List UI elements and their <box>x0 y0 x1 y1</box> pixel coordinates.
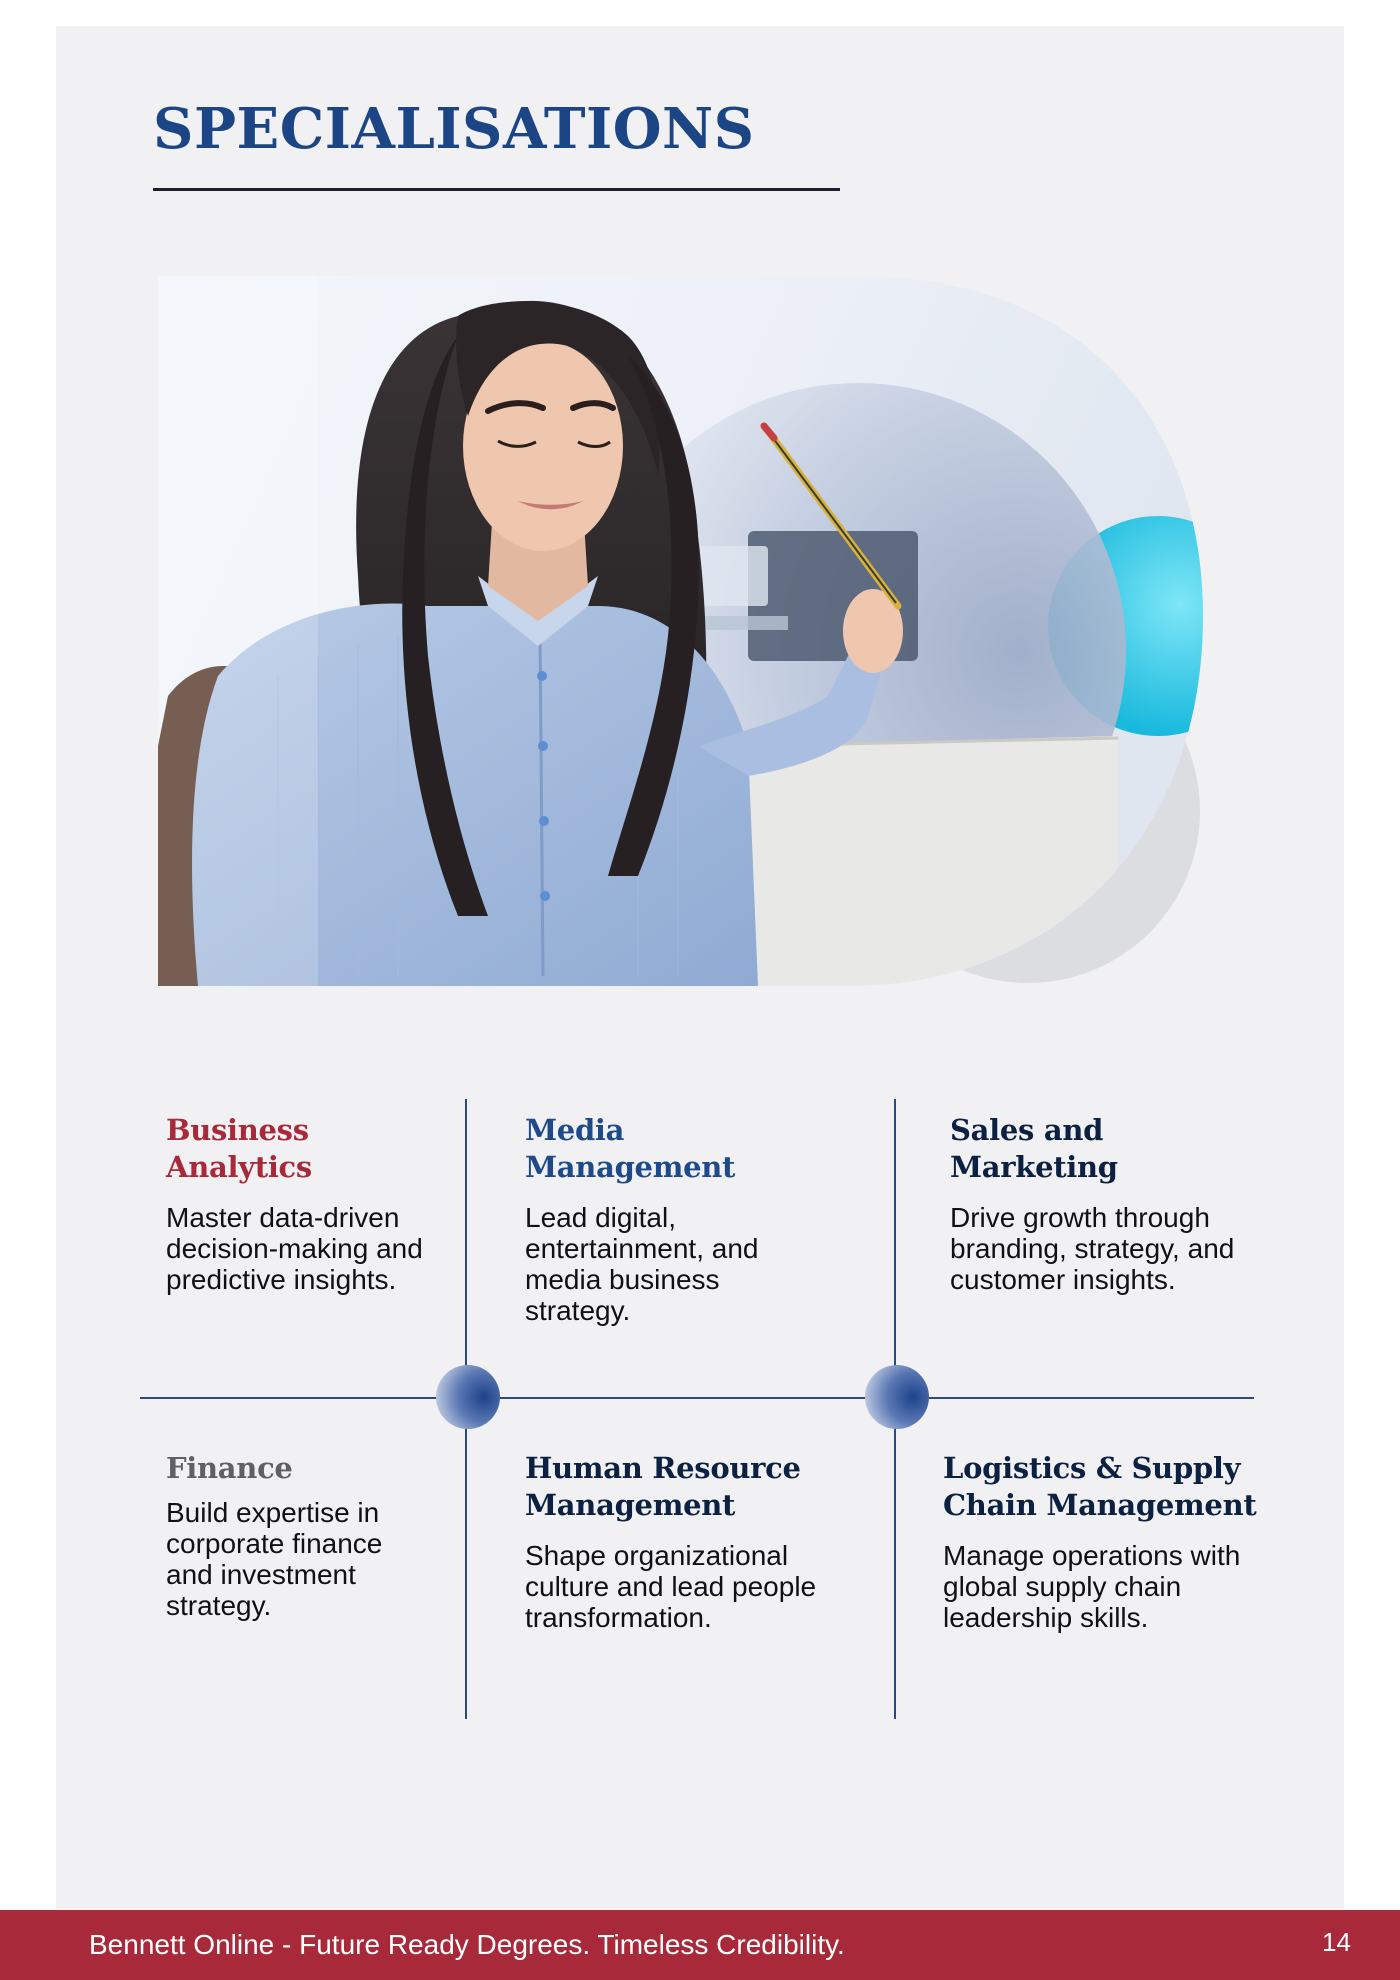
title-underline <box>153 188 840 191</box>
specialisation-title: Media Management <box>525 1113 736 1184</box>
specialisation-sales-marketing <box>950 1112 1240 1295</box>
specialisation-finance <box>166 1450 396 1621</box>
specialisation-title: Human Resource Management <box>525 1451 801 1522</box>
page-number: 14 <box>1322 1927 1351 1957</box>
specialisation-title: Sales and Marketing <box>950 1113 1118 1184</box>
specialisation-description: Lead digital, entertainment, and media business strategy. <box>525 1202 759 1326</box>
specialisation-business-analytics <box>166 1112 436 1295</box>
specialisation-description: Build expertise in corporate finance and investment strategy. <box>166 1497 383 1621</box>
specialisation-description: Drive growth through branding, strategy, and customer insights. <box>950 1202 1235 1295</box>
divider-node-2 <box>865 1365 929 1429</box>
specialisation-media-management <box>525 1112 815 1326</box>
specialisation-logistics <box>943 1450 1283 1633</box>
specialisation-description: Master data-driven decision-making and predictive insights. <box>166 1202 423 1295</box>
divider-node-1 <box>436 1365 500 1429</box>
footer-tagline: Bennett Online - Future Ready Degrees. Timeless Credibility. <box>89 1929 845 1960</box>
woman-at-desk-photo-icon <box>158 276 1223 986</box>
row-divider <box>140 1397 1254 1399</box>
specialisation-title: Business Analytics <box>166 1113 312 1184</box>
specialisation-description: Shape organizational culture and lead people transformation. <box>525 1540 817 1633</box>
specialisation-title: Logistics & Supply Chain Management <box>943 1451 1257 1522</box>
specialisation-title: Finance <box>166 1451 293 1485</box>
page-title: SPECIALISATIONS <box>153 96 755 162</box>
specialisation-human-resource <box>525 1450 865 1633</box>
footer-bar <box>0 1910 1400 1980</box>
specialisation-description: Manage operations with global supply chain leadership skills. <box>943 1540 1241 1633</box>
hero-image <box>158 276 1223 986</box>
